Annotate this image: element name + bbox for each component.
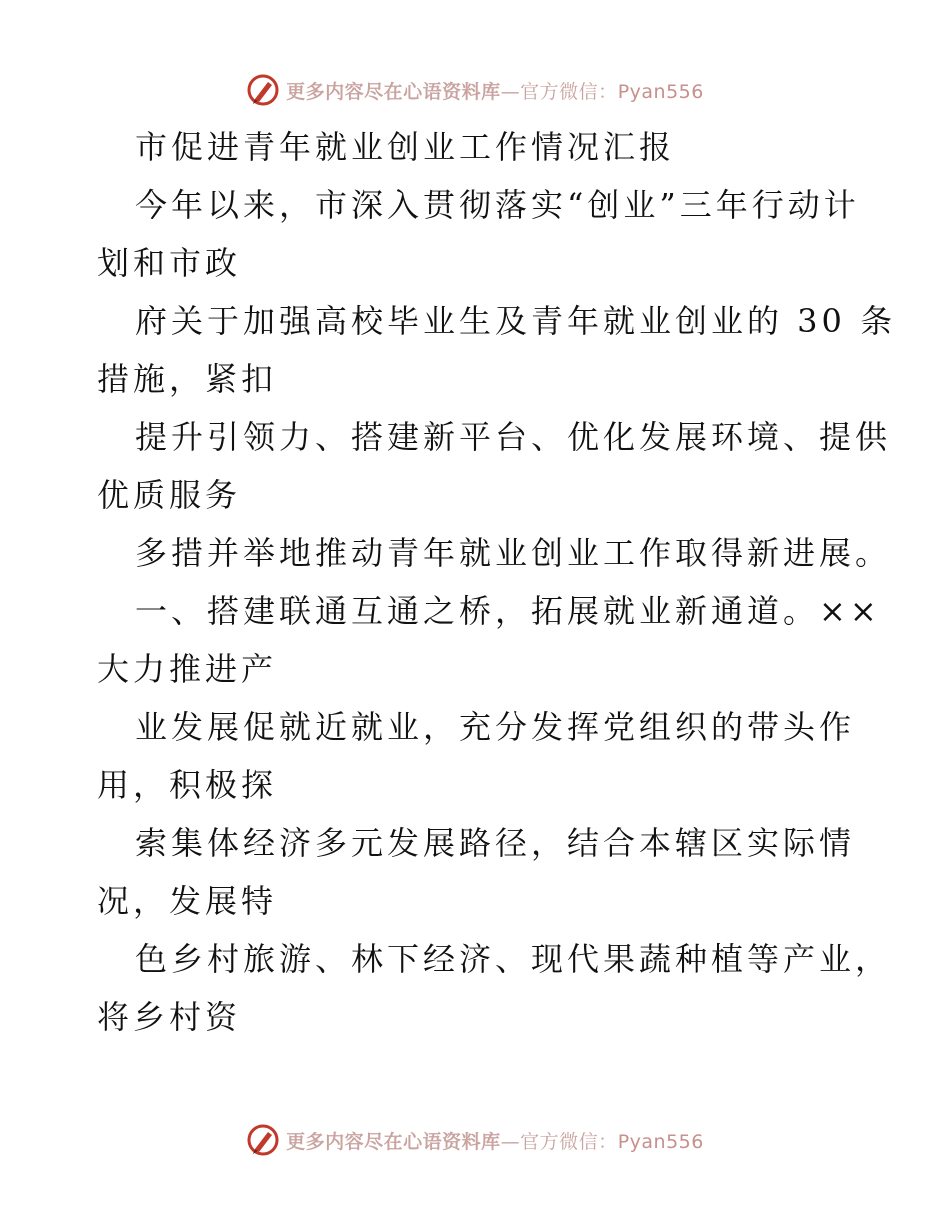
doc-line: 一、搭建联通互通之桥，拓展就业新通道。×× [135,592,881,630]
doc-line: 划和市政 [97,244,242,282]
doc-line: 色乡村旅游、林下经济、现代果蔬种植等产业， [135,940,892,978]
doc-line: 用，积极探 [97,766,278,804]
doc-line: 今年以来，市深入贯彻落实“创业”三年行动计 [135,186,860,224]
pen-logo-icon [246,1123,280,1157]
watermark-text: 更多内容尽在心语资料库—官方微信：Pyan556 [286,1130,704,1153]
doc-line: 况，发展特 [97,882,278,920]
watermark-text: 更多内容尽在心语资料库—官方微信：Pyan556 [286,80,704,103]
doc-line: 提升引领力、搭建新平台、优化发展环境、提供 [135,418,892,456]
doc-line: 府关于加强高校毕业生及青年就业创业的 30 条 [135,302,897,340]
doc-line: 业发展促就近就业，充分发挥党组织的带头作 [135,708,856,746]
doc-line: 优质服务 [97,476,242,514]
doc-line: 将乡村资 [97,998,242,1036]
doc-line: 市促进青年就业创业工作情况汇报 [135,128,676,166]
document-body [97,118,897,1046]
pen-logo-icon [246,73,280,107]
header-watermark [0,70,950,110]
doc-line: 措施，紧扣 [97,360,278,398]
footer-watermark [0,1120,950,1160]
doc-line: 多措并举地推动青年就业创业工作取得新进展。 [135,534,892,572]
doc-line: 索集体经济多元发展路径，结合本辖区实际情 [135,824,856,862]
doc-line: 大力推进产 [97,650,278,688]
